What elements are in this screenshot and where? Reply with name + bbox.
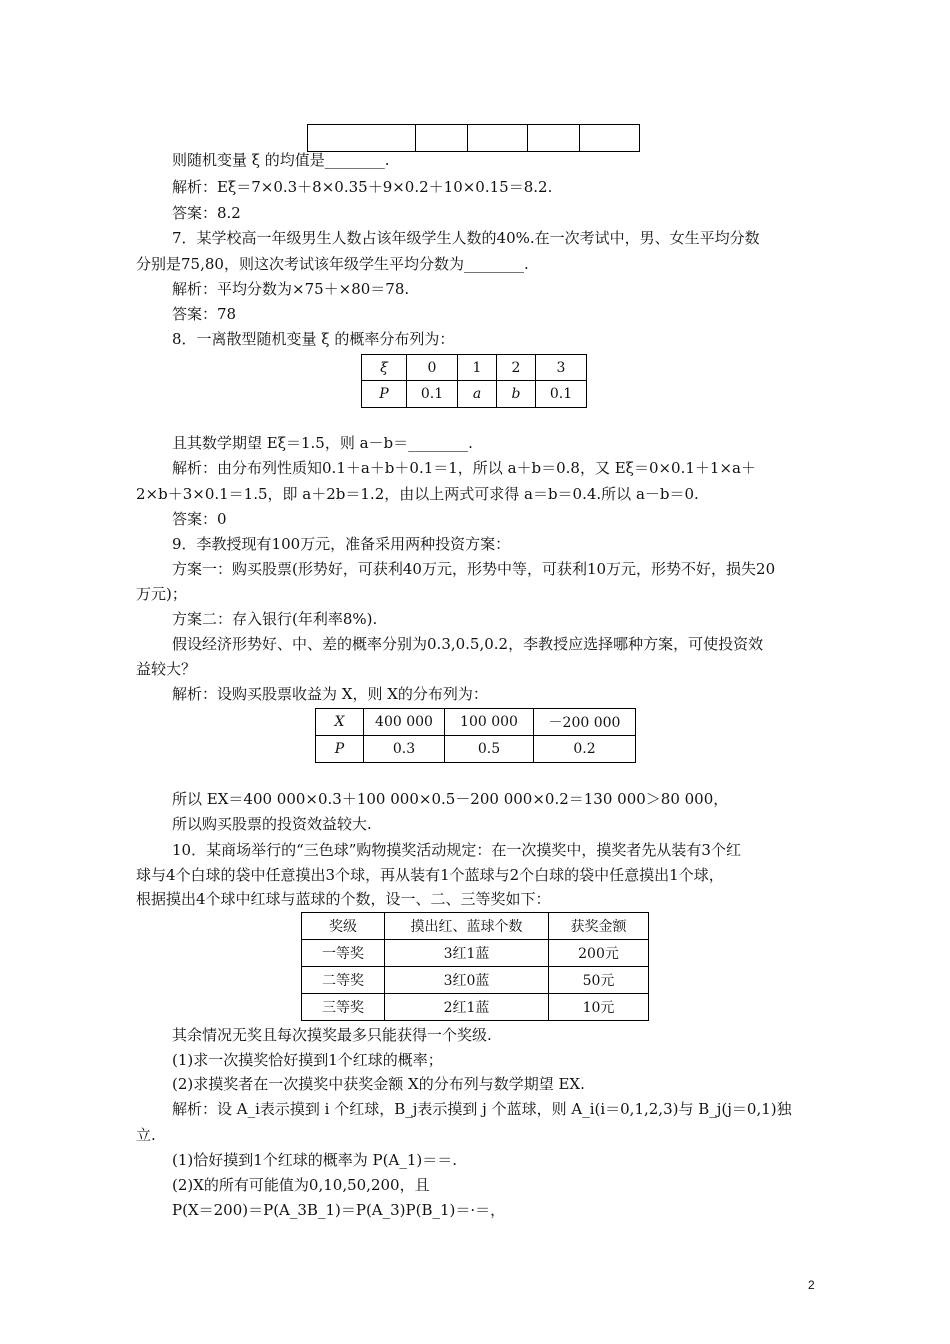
text-line: 解析：由分布列性质知0.1＋a＋b＋0.1＝1，所以 a＋b＝0.8，又 Eξ＝0×0.1＋1×a＋: [172, 459, 756, 477]
text-line: 10．某商场举行的“三色球”购物摸奖活动规定：在一次摸奖中，摸奖者先从装有3个红: [172, 841, 741, 859]
table-cell: [416, 125, 468, 152]
text-line: P(X＝200)＝P(A_3B_1)＝P(A_3)P(B_1)＝·＝，: [172, 1201, 506, 1219]
text-line: 假设经济形势好、中、差的概率分别为0.3,0.5,0.2，李教授应选择哪种方案，可使投资效: [172, 635, 764, 653]
text-line: 方案二：存入银行(年利率8%).: [172, 610, 378, 628]
table-row: [302, 913, 649, 940]
table-cell: 100 000: [445, 709, 534, 736]
table-row: [302, 940, 649, 967]
text-line: 答案：78: [172, 305, 237, 323]
table-cell: 0.3: [364, 736, 445, 763]
table-cell: 3红1蓝: [385, 940, 549, 967]
text-line: (2)X的所有可能值为0,10,50,200，且: [172, 1176, 430, 1194]
table-row: [316, 736, 636, 763]
table-cell: b: [497, 381, 536, 408]
table-cell: 获奖金额: [549, 913, 649, 940]
text-line: 答案：0: [172, 510, 227, 528]
text-line: 方案一：购买股票(形势好，可获利40万元，形势中等，可获利10万元，形势不好，损失20: [172, 560, 776, 578]
text-line: 答案：8.2: [172, 204, 241, 222]
text-line: 解析：设购买股票收益为 X，则 X的分布列为：: [172, 685, 488, 703]
table-cell: 一等奖: [302, 940, 385, 967]
text-line: 根据摸出4个球中红球与蓝球的个数，设一、二、三等奖如下：: [136, 890, 551, 908]
text-line: 万元)；: [136, 585, 187, 603]
text-line: 9．李教授现有100万元，准备采用两种投资方案：: [172, 535, 511, 553]
text-line: 分别是75,80，则这次考试该年级学生平均分数为________.: [136, 255, 529, 273]
text-line: 球与4个白球的袋中任意摸出3个球，再从装有1个蓝球与2个白球的袋中任意摸出1个球，: [136, 866, 724, 884]
table-cell: a: [458, 381, 497, 408]
prize-table: [301, 912, 649, 1021]
table-cell: 1: [458, 355, 497, 381]
text-line: 且其数学期望 Eξ＝1.5，则 a－b＝________.: [172, 434, 473, 452]
table-cell: 0.1: [536, 381, 587, 408]
text-line: 解析：Eξ＝7×0.3＋8×0.35＋9×0.2＋10×0.15＝8.2.: [172, 178, 553, 196]
text-line: 益较大？: [136, 660, 197, 678]
table-cell: 0.1: [407, 381, 458, 408]
table-row: [302, 994, 649, 1021]
table-cell: X: [316, 709, 364, 736]
text-line: 立.: [136, 1126, 156, 1144]
table-row: [308, 125, 640, 152]
table-cell: 0.5: [445, 736, 534, 763]
text-line: (2)求摸奖者在一次摸奖中获奖金额 X的分布列与数学期望 EX.: [172, 1075, 585, 1093]
distribution-table-x: [315, 708, 636, 763]
table-cell: 三等奖: [302, 994, 385, 1021]
table-cell: 3: [536, 355, 587, 381]
text-line: 所以 EX＝400 000×0.3＋100 000×0.5－200 000×0.2＝130 000＞80 000，: [172, 790, 729, 808]
text-line: 其余情况无奖且每次摸奖最多只能获得一个奖级.: [172, 1026, 492, 1044]
table-cell: 摸出红、蓝球个数: [385, 913, 549, 940]
text-line: (1)求一次摸奖恰好摸到1个红球的概率；: [172, 1051, 443, 1069]
table-row: [316, 709, 636, 736]
top-table: [307, 124, 640, 152]
text-line: 解析：设 A_i表示摸到 i 个红球，B_j表示摸到 j 个蓝球，则 A_i(i＝0,1,2,3)与 B_j(j＝0,1)独: [172, 1100, 792, 1118]
table-cell: [308, 125, 416, 152]
table-cell: 0.2: [534, 736, 636, 763]
table-cell: 50元: [549, 967, 649, 994]
table-cell: ξ: [362, 355, 407, 381]
text-line: 7．某学校高一年级男生人数占该年级学生人数的40%.在一次考试中，男、女生平均分数: [172, 229, 760, 247]
table-cell: 200元: [549, 940, 649, 967]
text-line: 2×b＋3×0.1＝1.5，即 a＋2b＝1.2，由以上两式可求得 a＝b＝0.4.所以 a－b＝0.: [136, 485, 699, 503]
table-cell: 400 000: [364, 709, 445, 736]
table-cell: 二等奖: [302, 967, 385, 994]
table-cell: [468, 125, 528, 152]
table-cell: 10元: [549, 994, 649, 1021]
distribution-table-xi: [361, 354, 587, 408]
table-row: [362, 355, 587, 381]
table-cell: 2: [497, 355, 536, 381]
table-cell: 2红1蓝: [385, 994, 549, 1021]
table-cell: [580, 125, 640, 152]
text-line: 所以购买股票的投资效益较大.: [172, 815, 372, 833]
text-line: (1)恰好摸到1个红球的概率为 P(A_1)＝＝.: [172, 1151, 458, 1169]
table-row: [362, 381, 587, 408]
page-number: 2: [808, 1278, 815, 1292]
table-cell: －200 000: [534, 709, 636, 736]
table-cell: P: [362, 381, 407, 408]
table-cell: 0: [407, 355, 458, 381]
table-cell: P: [316, 736, 364, 763]
text-line: 解析：平均分数为×75＋×80＝78.: [172, 280, 410, 298]
text-line: 则随机变量 ξ 的均值是________.: [172, 151, 390, 169]
text-line: 8．一离散型随机变量 ξ 的概率分布列为：: [172, 330, 455, 348]
table-cell: 奖级: [302, 913, 385, 940]
table-cell: [528, 125, 580, 152]
table-row: [302, 967, 649, 994]
table-cell: 3红0蓝: [385, 967, 549, 994]
